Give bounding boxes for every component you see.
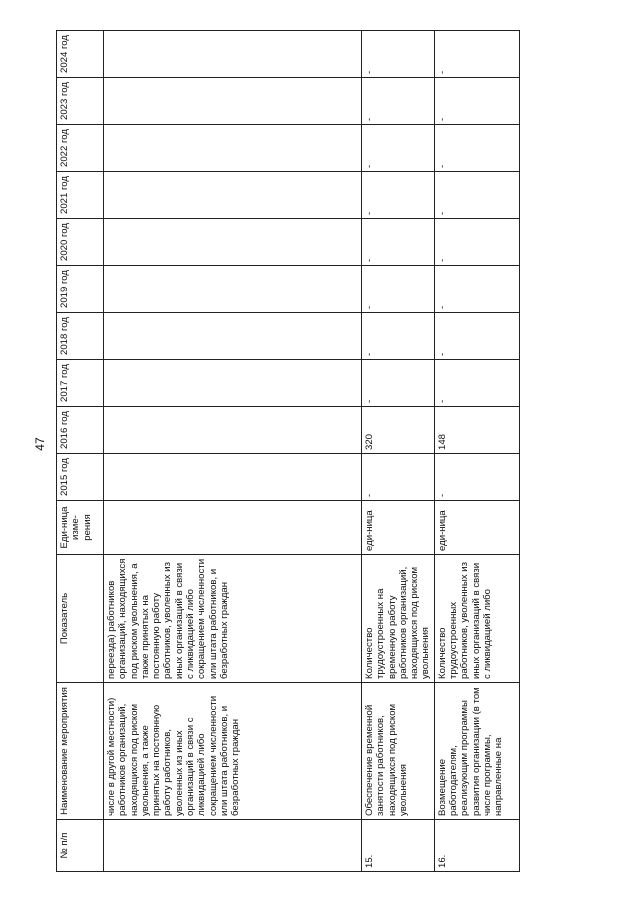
unit: еди-ница bbox=[434, 501, 519, 555]
header-indicator: Показатель bbox=[57, 555, 104, 683]
row-number: 15. bbox=[362, 820, 435, 872]
year-value bbox=[104, 266, 362, 313]
year-value bbox=[104, 31, 362, 78]
unit: еди-ница bbox=[362, 501, 435, 555]
event-name: Обеспечение временной занятости работников, находящихся под риском увольнения bbox=[362, 683, 435, 820]
event-name: числе в другой местности) работников организаций, находящихся под риском увольнения, а также принятых на постоянную работу работников, уволенных из иных организаций в связи с ликвидацией либо сокращением численности или штата работников, и безработных граждан bbox=[104, 683, 362, 820]
header-year: 2018 год bbox=[57, 313, 104, 360]
table-row bbox=[104, 31, 362, 872]
header-event-name: Наименование мероприятия bbox=[57, 683, 104, 820]
header-number: № п/п bbox=[57, 820, 104, 872]
year-value: - bbox=[362, 31, 435, 78]
indicator-text: переезда) работников организаций, находящихся под риском увольнения, а также принятых на постоянную работу работников, уволенных из иных организаций в связи с ликвидацией либо сокращением численности или штата работников, и безработных граждан bbox=[104, 555, 362, 683]
year-value bbox=[104, 313, 362, 360]
year-value: - bbox=[434, 313, 519, 360]
year-value: - bbox=[434, 266, 519, 313]
year-value: - bbox=[434, 172, 519, 219]
row-number bbox=[104, 820, 362, 872]
year-value: - bbox=[434, 78, 519, 125]
year-value: - bbox=[362, 172, 435, 219]
header-year: 2024 год bbox=[57, 31, 104, 78]
header-year: 2022 год bbox=[57, 125, 104, 172]
header-year: 2021 год bbox=[57, 172, 104, 219]
year-value: - bbox=[434, 125, 519, 172]
year-value bbox=[104, 454, 362, 501]
event-name: Возмещение работодателям, реализующим программы развития организации (в том числе программы, направленные на bbox=[434, 683, 519, 820]
year-value: - bbox=[362, 360, 435, 407]
header-year: 2019 год bbox=[57, 266, 104, 313]
year-value: - bbox=[362, 266, 435, 313]
year-value bbox=[104, 219, 362, 266]
year-value bbox=[104, 407, 362, 454]
year-value: - bbox=[362, 125, 435, 172]
year-value bbox=[104, 360, 362, 407]
indicator-text: Количество трудоустроенных работников, уволенных из иных организаций в связи с ликвидацией либо bbox=[434, 555, 519, 683]
year-value bbox=[104, 125, 362, 172]
year-value: - bbox=[362, 313, 435, 360]
header-year: 2020 год bbox=[57, 219, 104, 266]
year-value: - bbox=[434, 31, 519, 78]
header-unit: Еди-ница изме-рения bbox=[57, 501, 104, 555]
year-value: - bbox=[434, 454, 519, 501]
row-number: 16. bbox=[434, 820, 519, 872]
year-value: 148 bbox=[434, 407, 519, 454]
year-value bbox=[104, 78, 362, 125]
header-year: 2015 год bbox=[57, 454, 104, 501]
table-header-row bbox=[57, 31, 104, 872]
year-value: - bbox=[434, 219, 519, 266]
year-value: - bbox=[362, 454, 435, 501]
year-value: 320 bbox=[362, 407, 435, 454]
year-value: - bbox=[362, 219, 435, 266]
page-number: 47 bbox=[33, 437, 47, 451]
header-year: 2023 год bbox=[57, 78, 104, 125]
table-row bbox=[434, 31, 519, 872]
indicator-text: Количество трудоустроенных на временную работу работников организаций, находящихся под риском увольнения bbox=[362, 555, 435, 683]
table-row bbox=[362, 31, 435, 872]
year-value: - bbox=[434, 360, 519, 407]
header-year: 2016 год bbox=[57, 407, 104, 454]
year-value bbox=[104, 172, 362, 219]
unit bbox=[104, 501, 362, 555]
header-year: 2017 год bbox=[57, 360, 104, 407]
year-value: - bbox=[362, 78, 435, 125]
rotated-table-frame bbox=[56, 30, 511, 872]
indicators-table bbox=[56, 30, 520, 872]
